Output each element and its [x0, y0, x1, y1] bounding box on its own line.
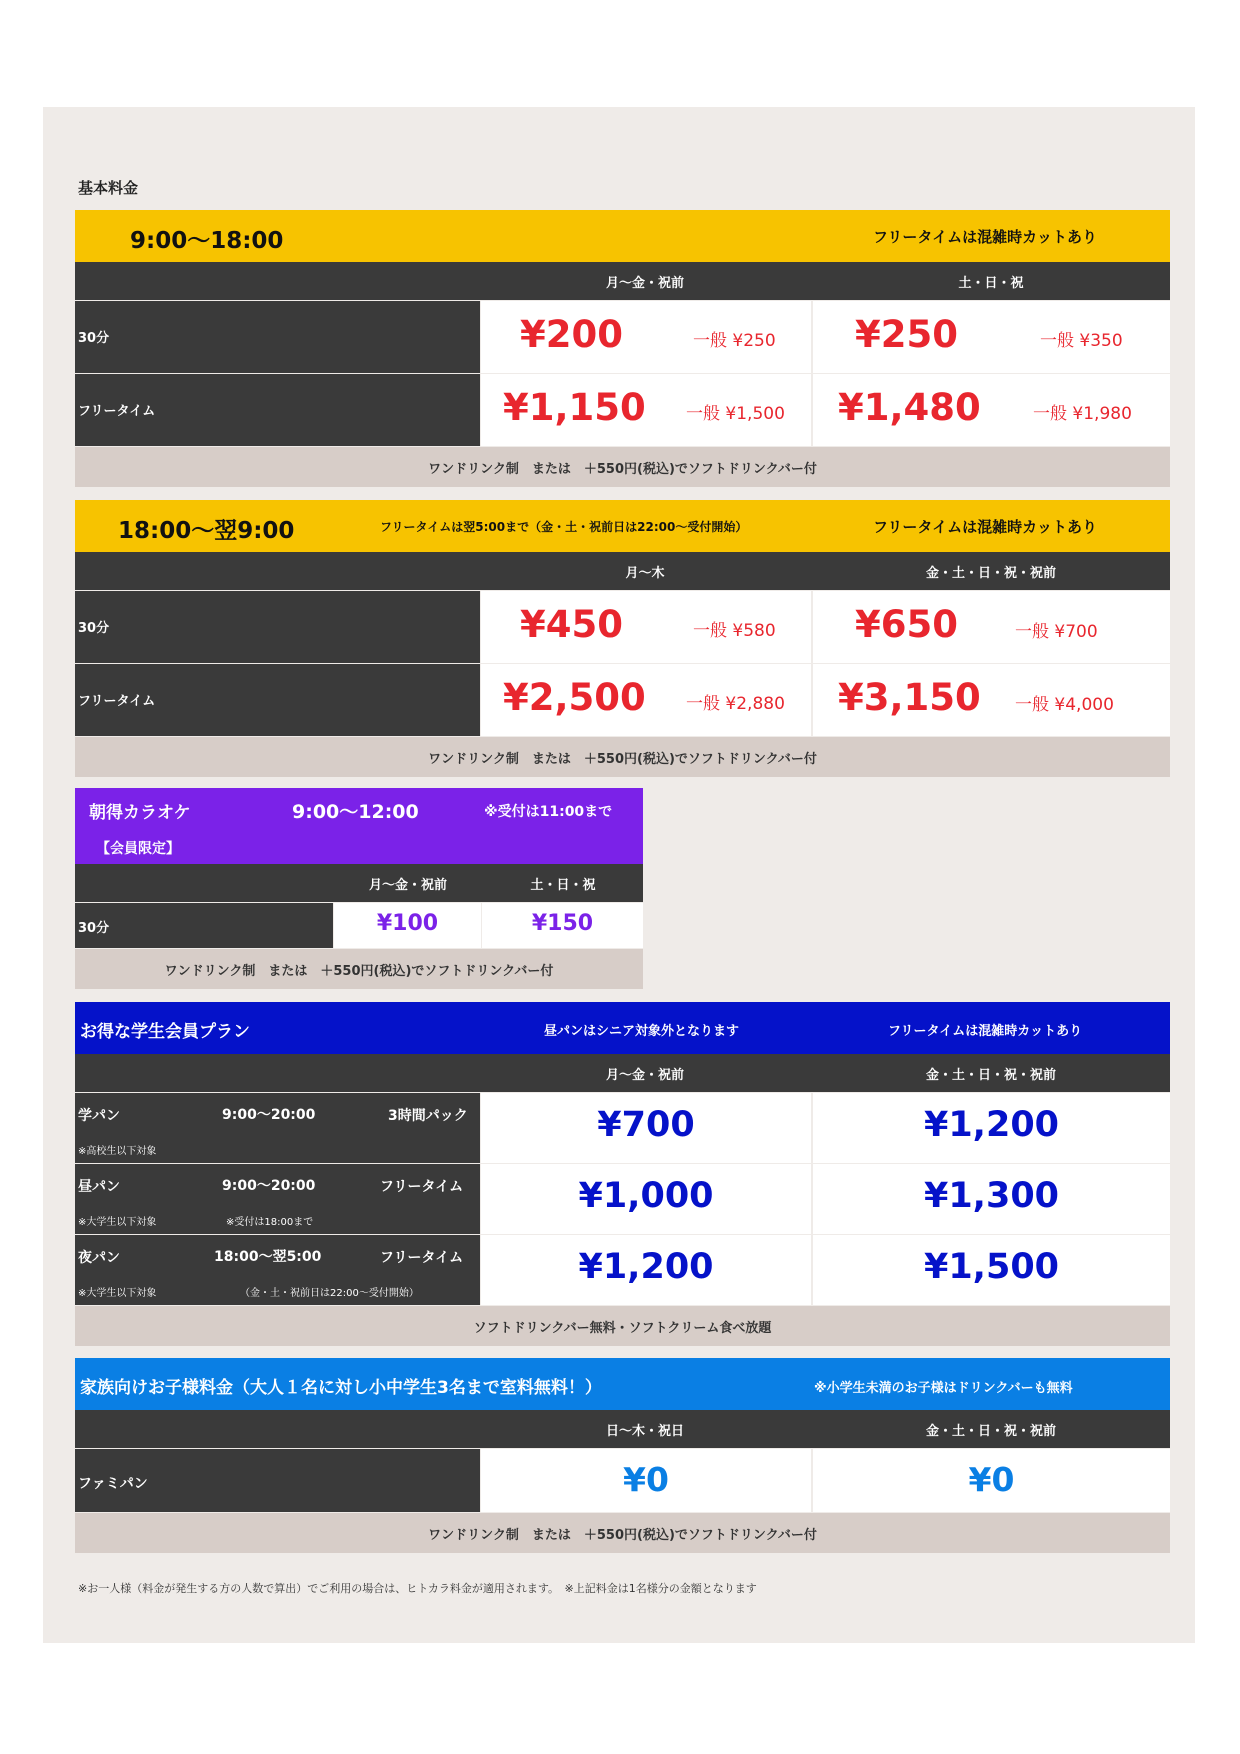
family-row-label: ファミパン [78, 1476, 148, 1492]
student-col1: 月～金・祝前 [605, 1068, 684, 1083]
morning-drink-note: ワンドリンク制 または ＋550円(税込)でソフトドリンクバー付 [75, 949, 643, 989]
student-row2-sub1: ※大学生以下対象 [78, 1217, 157, 1228]
night-row1-price2: ¥650 [855, 603, 958, 646]
family-col1: 日～木・祝日 [605, 1424, 684, 1439]
night-row-label-cell [75, 591, 480, 663]
daytime-row2-label: フリータイム [78, 404, 156, 419]
student-col2: 金・土・日・祝・祝前 [925, 1068, 1056, 1083]
student-row2-time: 9:00～20:00 [222, 1178, 316, 1194]
student-row2-type: フリータイム [380, 1179, 464, 1195]
footnote: ※お一人様（料金が発生する方の人数で算出）でご利用の場合は、ヒトカラ料金が適用されます。 ※上記料金は1名様分の金額となります [78, 1582, 757, 1595]
daytime-row1-price1: ¥200 [520, 313, 623, 356]
daytime-col1: 月～金・祝前 [605, 276, 684, 291]
night-time: 18:00～翌9:00 [118, 518, 295, 544]
student-row3-price2: ¥1,500 [923, 1247, 1060, 1287]
morning-note: ※受付は11:00まで [484, 804, 613, 820]
night-col2: 金・土・日・祝・祝前 [925, 566, 1056, 581]
family-drink-note: ワンドリンク制 または ＋550円(税込)でソフトドリンクバー付 [75, 1513, 1170, 1553]
student-row3-type: フリータイム [380, 1250, 464, 1266]
night-row2-price1: ¥2,500 [503, 676, 646, 719]
night-row1-general2: 一般 ¥700 [1015, 622, 1098, 642]
daytime-row2-general1: 一般 ¥1,500 [686, 404, 785, 424]
page-heading: 基本料金 [78, 179, 139, 197]
daytime-row2-price2: ¥1,480 [838, 386, 981, 429]
morning-price2: ¥150 [531, 911, 594, 936]
student-row1-type: 3時間パック [388, 1108, 468, 1124]
night-row2-general1: 一般 ¥2,880 [686, 694, 785, 714]
morning-col1: 月～金・祝前 [368, 878, 447, 893]
morning-member-label: 【会員限定】 [96, 841, 180, 857]
student-row2-sub2: ※受付は18:00まで [226, 1217, 314, 1228]
night-drink-note: ワンドリンク制 または ＋550円(税込)でソフトドリンクバー付 [75, 737, 1170, 777]
student-row3-sub2: （金・土・祝前日は22:00～受付開始） [240, 1288, 419, 1299]
daytime-note: フリータイムは混雑時カットあり [873, 228, 1097, 246]
night-row2-general2: 一般 ¥4,000 [1015, 695, 1114, 715]
morning-row-label-cell [75, 903, 333, 948]
daytime-row1-general2: 一般 ¥350 [1040, 331, 1123, 351]
family-price1: ¥0 [623, 1460, 669, 1499]
night-col1: 月～木 [625, 566, 665, 581]
student-row1-price2: ¥1,200 [923, 1105, 1060, 1145]
night-note: フリータイムは混雑時カットあり [873, 518, 1097, 536]
student-row1-price1: ¥700 [597, 1105, 695, 1145]
daytime-drink-note: ワンドリンク制 または ＋550円(税込)でソフトドリンクバー付 [75, 447, 1170, 487]
student-row2-name: 昼パン [78, 1179, 120, 1195]
morning-col2: 土・日・祝 [530, 878, 596, 893]
family-title: 家族向けお子様料金（大人１名に対し小中学生3名まで室料無料！） [80, 1378, 602, 1398]
daytime-row1-label: 30分 [78, 331, 110, 346]
student-row3-name: 夜パン [78, 1250, 120, 1266]
student-row1-sub1: ※高校生以下対象 [78, 1146, 157, 1157]
student-row3-sub1: ※大学生以下対象 [78, 1288, 157, 1299]
morning-price1: ¥100 [376, 911, 439, 936]
daytime-row1-general1: 一般 ¥250 [693, 331, 776, 351]
student-note2: フリータイムは混雑時カットあり [888, 1024, 1083, 1039]
night-row2-price2: ¥3,150 [838, 676, 981, 719]
student-row2-price2: ¥1,300 [923, 1176, 1060, 1216]
family-note: ※小学生未満のお子様はドリンクバーも無料 [814, 1381, 1073, 1396]
student-row1-time: 9:00～20:00 [222, 1107, 316, 1123]
student-note1: 昼パンはシニア対象外となります [544, 1024, 740, 1039]
daytime-row2-price1: ¥1,150 [503, 386, 646, 429]
student-row2-price1: ¥1,000 [578, 1176, 714, 1216]
night-row1-label: 30分 [78, 621, 110, 636]
night-row1-general1: 一般 ¥580 [693, 621, 776, 641]
daytime-row1-price2: ¥250 [855, 313, 958, 356]
morning-row-label: 30分 [78, 921, 110, 936]
night-subnote: フリータイムは翌5:00まで（金・土・祝前日は22:00～受付開始） [380, 520, 748, 534]
daytime-col2: 土・日・祝 [958, 276, 1024, 291]
family-price2: ¥0 [968, 1460, 1015, 1499]
student-row3-time: 18:00～翌5:00 [214, 1249, 322, 1265]
morning-title: 朝得カラオケ [89, 803, 191, 823]
student-row1-name: 学パン [78, 1108, 120, 1124]
night-row2-label: フリータイム [78, 694, 156, 709]
daytime-row-label-cell [75, 301, 480, 373]
daytime-row2-general2: 一般 ¥1,980 [1033, 404, 1132, 424]
night-row1-price1: ¥450 [520, 603, 623, 646]
daytime-time: 9:00～18:00 [130, 228, 284, 254]
morning-time: 9:00～12:00 [292, 801, 419, 823]
student-row3-price1: ¥1,200 [578, 1247, 714, 1287]
student-title: お得な学生会員プラン [80, 1022, 250, 1042]
family-col2: 金・土・日・祝・祝前 [925, 1424, 1056, 1439]
student-bonus-note: ソフトドリンクバー無料・ソフトクリーム食べ放題 [75, 1306, 1170, 1346]
